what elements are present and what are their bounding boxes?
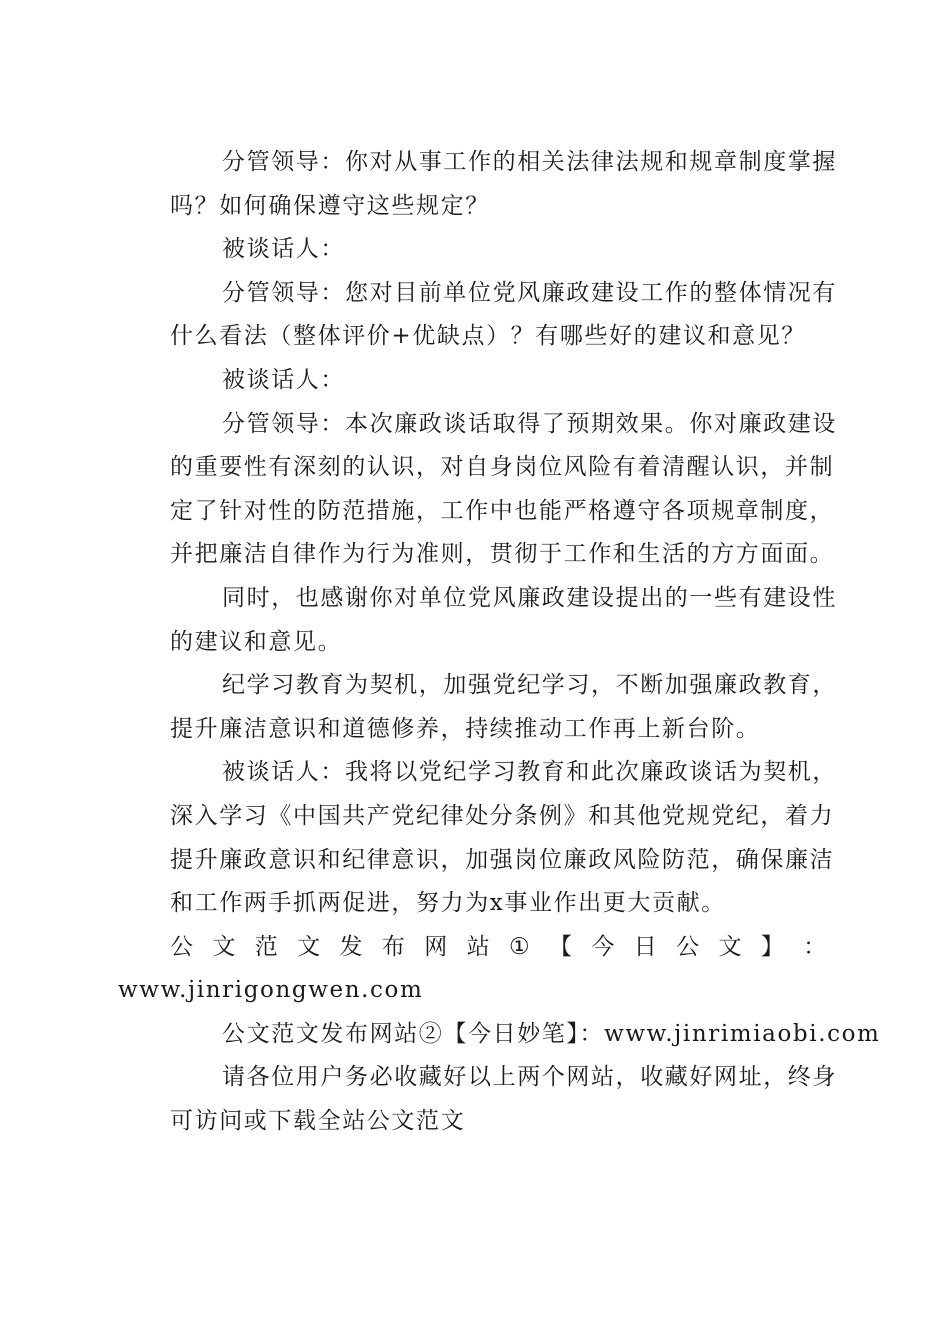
spread-char: 范	[254, 933, 280, 960]
text-line: 提升廉洁意识和道德修养，持续推动工作再上新台阶。	[170, 715, 761, 742]
spread-char: 日	[633, 933, 659, 960]
paragraph-discipline-education	[118, 664, 837, 751]
paragraph-thanks	[118, 577, 837, 664]
spread-char: ：	[803, 933, 828, 960]
paragraph-leader-question-1	[118, 141, 837, 228]
text-line: 纪学习教育为契机，加强党纪学习，不断加强廉政教育，	[222, 672, 837, 699]
text-line: 公文范文发布网站②【今日妙笔】：www.jinrimiaobi.com	[222, 1020, 881, 1047]
text-line: 并把廉洁自律作为行为准则，贯彻于工作和生活的方方面面。	[170, 541, 835, 568]
website-1-title	[118, 926, 828, 970]
spread-char: 文	[212, 933, 237, 960]
paragraph-interviewee-answer-2	[118, 359, 828, 403]
text-line: 什么看法（整体评价+优缺点）？有哪些好的建议和意见？	[170, 323, 806, 350]
text-line: 提升廉政意识和纪律意识，加强岗位廉政风险防范，确保廉洁	[170, 846, 835, 873]
paragraph-interviewee-statement	[118, 751, 837, 925]
spread-char: 站	[466, 933, 492, 960]
spread-char: 】	[760, 933, 786, 960]
spread-char: 文	[297, 933, 322, 960]
paragraph-leader-question-2	[118, 272, 837, 359]
spread-char: 公	[170, 933, 195, 960]
spread-char: 文	[718, 933, 744, 960]
text-line: 和工作两手抓两促进，努力为x事业作出更大贡献。	[170, 890, 726, 917]
document-body	[118, 141, 881, 1144]
text-line: 的建议和意见。	[170, 628, 343, 655]
text-line: 分管领导：本次廉政谈话取得了预期效果。你对廉政建设	[222, 410, 837, 437]
paragraph-notice	[118, 1056, 837, 1143]
paragraph-interviewee-answer-1	[118, 228, 828, 272]
text-line: 吗？如何确保遵守这些规定？	[170, 192, 490, 219]
text-line: 分管领导：你对从事工作的相关法律法规和规章制度掌握	[222, 149, 837, 175]
spread-char: ①	[509, 933, 532, 960]
spread-char: 发	[339, 933, 365, 960]
text-line: 的重要性有深刻的认识，对自身岗位风险有着清醒认识，并制	[170, 454, 835, 481]
website-2-line	[118, 1013, 881, 1057]
spread-char: 网	[424, 933, 449, 960]
website-1-url: www.jinrigongwen.com	[118, 977, 424, 1004]
spread-char: 布	[381, 933, 407, 960]
text-line: 被谈话人：	[222, 236, 345, 263]
spread-char: 今	[591, 933, 616, 960]
website-1-block	[118, 926, 828, 1013]
text-line: 分管领导：您对目前单位党风廉政建设工作的整体情况有	[222, 279, 837, 306]
text-line: 深入学习《中国共产党纪律处分条例》和其他党规党纪，着力	[170, 802, 835, 829]
spread-char: 【	[549, 933, 574, 960]
spread-char: 公	[676, 933, 701, 960]
text-line: 定了针对性的防范措施，工作中也能严格遵守各项规章制度，	[170, 497, 835, 524]
text-line: 可访问或下载全站公文范文	[170, 1108, 466, 1135]
text-line: 被谈话人：	[222, 366, 345, 393]
paragraph-leader-summary	[118, 403, 837, 577]
text-line: 被谈话人：我将以党纪学习教育和此次廉政谈话为契机，	[222, 759, 837, 786]
text-line: 同时，也感谢你对单位党风廉政建设提出的一些有建设性	[222, 584, 837, 611]
text-line: 请各位用户务必收藏好以上两个网站，收藏好网址，终身	[222, 1064, 837, 1091]
